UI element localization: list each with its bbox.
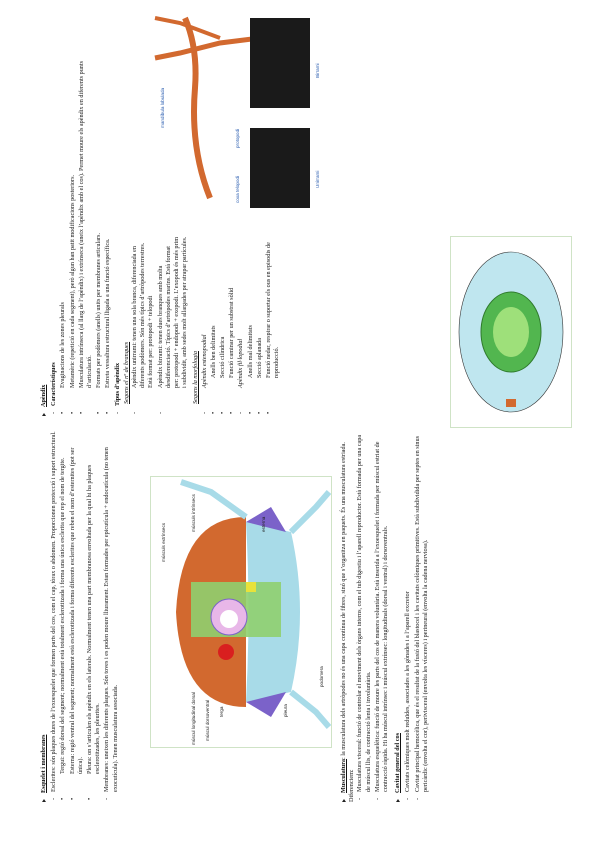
section-title: Cavitat general del cos: [394, 733, 402, 793]
leg-left: [291, 692, 329, 727]
list-item: • Estreta vessaltura estructural lligada a una funció específica.: [104, 36, 112, 406]
list-apendix: [50, 36, 122, 416]
list-item: - Musculatura visceral: funció de controlar el moviment dels òrgans interns, com el tub digestiu i l’aparell reproductor. Està formada per una capa de múscul llis, de contracció lenta i involuntària.: [356, 430, 372, 792]
list-item: • Tergui: regió dorsal del segment; normalment està totalment esclerotitzada i forma una única esclerita que rep el nom de tergite.: [59, 430, 67, 792]
diagram-label: múscul dorsoventral: [205, 699, 210, 741]
list-item: [114, 36, 122, 406]
appendix-branch: [155, 38, 260, 58]
list-item: - Cavitats celòmiques molt reduïdes, associades a les gònades i a l’aparell excretor: [404, 430, 412, 792]
bullet-triangle-icon: [42, 413, 46, 416]
list-cavitat: [404, 430, 430, 802]
appendix-types: [123, 236, 282, 416]
diagram-label: músculs extrínsecs: [161, 522, 166, 562]
leg-right: [291, 492, 329, 532]
section-title: Musculatura: [340, 758, 347, 793]
appendix-branch: [155, 18, 220, 38]
diagram-label: múscul longitudinal dorsal: [191, 692, 196, 745]
photo-unirrami: [250, 128, 310, 208]
heart: [218, 644, 234, 660]
diagram-label: pleura: [283, 704, 288, 717]
subheading: Apèndix fil·lopodial: [237, 338, 245, 388]
list-item: • Evaginacions de les zones pleurals: [59, 36, 67, 406]
list-branques: [131, 236, 189, 416]
subheading: Segons la morfologia: [192, 351, 200, 404]
list-item: - Cavitat principal hemocèlica, que és el resultat de la fusió del blastocel i les cavitats celòmiques primitives. Està subdividida per septes en sinus pericàrdic (envolta el cor), perivisceral (envolta les vísceres) i perineural (envolta la cadena nerviosa).: [414, 430, 430, 792]
list-item: • Formats per podòmers (anells) units per membranes articulars.: [95, 36, 103, 406]
bullet-triangle-icon: [42, 799, 46, 802]
caption-small: protopodi: [235, 128, 240, 148]
subheading: Apèndix estenopodial: [200, 334, 208, 388]
bullet-triangle-icon: [342, 799, 346, 802]
subheading: Segons el nº de branques: [122, 341, 130, 404]
list-item: • Funció caminar per un substrat sòlid: [228, 236, 236, 406]
list-item: - Apèndix unirrami: tenen una sola branca, diferenciada en diferents podòmers. Són més típics d’artròpodes terrestres. Està format per: protopodi + telopodi: [131, 236, 156, 406]
list-morfologia: [201, 236, 282, 416]
list-esquelet: [50, 430, 120, 802]
diagram-label: podomera: [319, 666, 324, 687]
list-item: - Musculatura esquelètica: funció de moure les parts del cos de manera voluntària. Està inserida a l’exoesquelet i formada per múscul estriat de contracció ràpida. Hi ha múscul intrínsec i múscul extrínsec: longitudinals (dorsal i ventral) i dorsoventrals.: [374, 430, 390, 792]
list-item: • Secció aplanada: [256, 236, 264, 406]
diagram-label: terga: [219, 706, 224, 717]
section-title: Apèndix: [40, 384, 47, 407]
list-item: - Apèndix birrami: tenen dues branques amb molta desdiferenciació. Típics d’artròpodes marins. Està format per: protopodi + endopodi + exopodi. L’exopodi és més prim i subdividit, amb sedes molt allargades per atrapar partícules.: [157, 236, 190, 406]
heart-block: [506, 399, 516, 407]
list-item: • Musculatura intrínseca (al llarg de l’apèndix) i extrínseca (uneix l’apèndix amb el cos). Permet moure els apèndix en diferents punts d’articulació.: [78, 36, 94, 406]
left-column: [40, 430, 121, 802]
list-item: • Secció cilíndrica: [219, 236, 227, 406]
gut-lumen: [493, 307, 529, 357]
section-heading-cavitat: [394, 430, 402, 802]
subheading: Característiques: [50, 362, 58, 406]
section-heading-esquelet: [40, 430, 48, 802]
subheading: Tipus d’apèndix: [113, 362, 121, 406]
list-item: • Anells ben delimitats: [210, 236, 218, 406]
section-heading-apendix: [40, 36, 48, 416]
caption-unirrami: Unirrami: [315, 170, 320, 188]
list-item: • Esterna: regió ventral del segment; normalment està esclerotitzada i forma diferents esclerites que reben el nom d’esternites (pot ser única).: [69, 430, 85, 792]
caption-birrami: Birrami: [315, 63, 320, 78]
left-column-lower: [340, 430, 431, 802]
list-item: • Metamèric (repetició en cada segment), però algun han patit modificacions posteriors.: [69, 36, 77, 406]
nerve-cord: [246, 582, 256, 592]
section-figure: [151, 477, 331, 747]
list-item: [201, 236, 209, 406]
diagram-label: músculs intrínsecs: [191, 494, 196, 532]
list-item: [237, 236, 245, 406]
section-intro: : la musculatura dels artròpodes no és una capa contínua de fibres, sinó que s’organitza en paquets. És una musculatura estriada. Diferenciem:: [340, 442, 356, 802]
list-item: • Funció nedar, respirar o suportar els ous en episodis de reproducció.: [265, 236, 281, 406]
list-item: • Anells mal delimitats: [247, 236, 255, 406]
list-item: [50, 36, 58, 406]
list-item: • Pleura: on s’articulen els apèndix en els laterals. Normalment tenen una part membranosa envoltada per la qual hi ha plaques esclerotitzades, les pleurites.: [86, 430, 102, 792]
list-musculatura: [356, 430, 390, 802]
lumen: [220, 610, 238, 628]
list-item: - Esclerites: són plaques dures de l’exoesquelet que formen parts del cos, com el cap, tòrax o abdomen. Proporcionen protecció i suport estructural.: [50, 430, 58, 792]
diagram-label: esterna: [261, 516, 266, 532]
list-item: - Membranes: uneixen les diferents plaques. Són toves i es poden moure lliurament. Estan formades per epicutícula + endocutícula (no tenen exocutícula). Tenen musculatura associada.: [103, 430, 119, 792]
photo-birrami: [250, 18, 310, 108]
body-cavity-diagram: [450, 236, 572, 428]
musculatura-para: [340, 430, 356, 802]
bullet-triangle-icon: [396, 799, 400, 802]
arthropod-section-diagram: [150, 476, 332, 748]
caption-small: coxa telopodi: [235, 175, 240, 203]
cavity-figure: [451, 237, 571, 427]
section-title: Esquelet i membranes: [40, 734, 47, 793]
caption-small: mandíbula lobulada: [160, 87, 165, 128]
